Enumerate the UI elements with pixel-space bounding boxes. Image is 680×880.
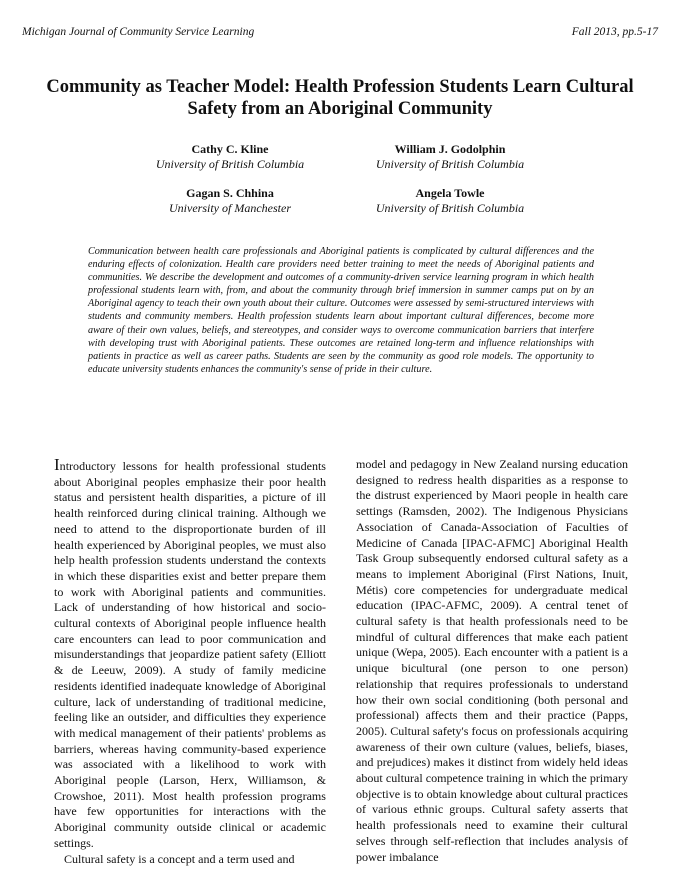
issue-info: Fall 2013, pp.5-17 xyxy=(571,26,658,38)
abstract: Communication between health care professionals and Aboriginal patients is complicated by cultural differences and the enduring effects of colonization. Health care providers need better training to meet the needs of Aboriginal patients and communities. We describe the development and outcomes of a community-driven service learning program in which health professional students learn with, from, and about the community through brief immersion in summer camps put on by an Aboriginal agency to teach their own youth about their culture. Outcomes were assessed by semi-structured interviews with students and community members. Health profession students learn about important cultural differences, become more aware of their own values, beliefs, and stereotypes, and consider ways to overcome communication barriers that interfere with developing trust with Aboriginal patients. These outcomes are retained long-term and influence relationships with patients in practice as well as career paths. Students are seen by the community as good role models. The opportunity to educate university students enhances the community's sense of pride in their culture. xyxy=(88,246,594,375)
body-paragraph: ntroductory lessons for health professional students about Aboriginal peoples emphasize their poor health status and persistent health disparities, a picture of ill health reinforced during clinical training. Although we need to attend to the disproportionate burden of ill health experienced by Aboriginal peoples, we must also help health profession students understand the contexts in which these disparities exist and better prepare them to work with Aboriginal patients and communities. Lack of understanding of how historical and socio-cultural contexts of Aboriginal people influence health care encounters can lead to poor communication and misunderstandings that jeopardize patient safety (Elliott & de Leeuw, 2009). A study of family medicine residents identified inadequate knowledge of Aboriginal culture, lack of understanding of traditional medicine, feeling like an outsider, and difficulties they experience with medical management of their patients' problems as barriers, whereas having community-based experience was associated with a likelihood to work with Aboriginal people (Larson, Herx, Williamson, & Crowshoe, 2011). Most health profession programs have few opportunities for interactions with the Aboriginal community outside clinical or academic settings. xyxy=(54,459,326,850)
author-affiliation: University of Manchester xyxy=(169,201,291,215)
body-paragraph: model and pedagogy in New Zealand nursing education designed to redress health disparities as a response to the distrust experienced by Maori people in health care settings (Ramsden, 2002). The Indigenous Physicians Association of Canada-Association of Faculties of Medicine of Canada [IPAC-AFMC] Aboriginal Health Task Group subsequently endorsed cultural safety as a means to implement Aboriginal (First Nations, Inuit, Métis) core competencies for undergraduate medical education (IPAC-AFMC, 2009). A central tenet of cultural safety is that health professionals need to be mindful of cultural differences that make each patient unique (Wepa, 2005). Each encounter with a patient is a unique bicultural (one person to one person) relationship that requires professionals to understand how their own social conditioning (both personal and professional) affects them and their practice (Papps, 2005). Cultural safety's focus on professionals acquiring awareness of their own culture (values, beliefs, biases, and prejudices) makes it distinct from widely held ideas about cultural competence training in which the primary objective is to obtain knowledge about cultural practices of various ethnic groups. Cultural safety asserts that health professionals need to examine their cultural selves through self-reflection that includes analysis of power imbalance xyxy=(356,457,628,864)
body-column-right xyxy=(356,457,628,865)
drop-cap: I xyxy=(54,455,60,474)
journal-name: Michigan Journal of Community Service Learning xyxy=(22,26,255,38)
author-affiliation: University of British Columbia xyxy=(375,157,525,171)
author-affiliation: University of British Columbia xyxy=(155,157,305,171)
body-column-left xyxy=(54,457,326,867)
author-name: Gagan S. Chhina xyxy=(186,186,274,200)
author-4 xyxy=(320,186,580,216)
author-2 xyxy=(320,142,580,172)
author-name: Angela Towle xyxy=(415,186,485,200)
author-name: Cathy C. Kline xyxy=(191,142,269,156)
running-head xyxy=(22,26,658,38)
article-title: Community as Teacher Model: Health Profession Students Learn Cultural Safety from an Aboriginal Community xyxy=(46,77,634,119)
author-name: William J. Godolphin xyxy=(394,142,506,156)
author-affiliation: University of British Columbia xyxy=(375,201,525,215)
body-paragraph-next: Cultural safety is a concept and a term used and xyxy=(64,851,295,866)
